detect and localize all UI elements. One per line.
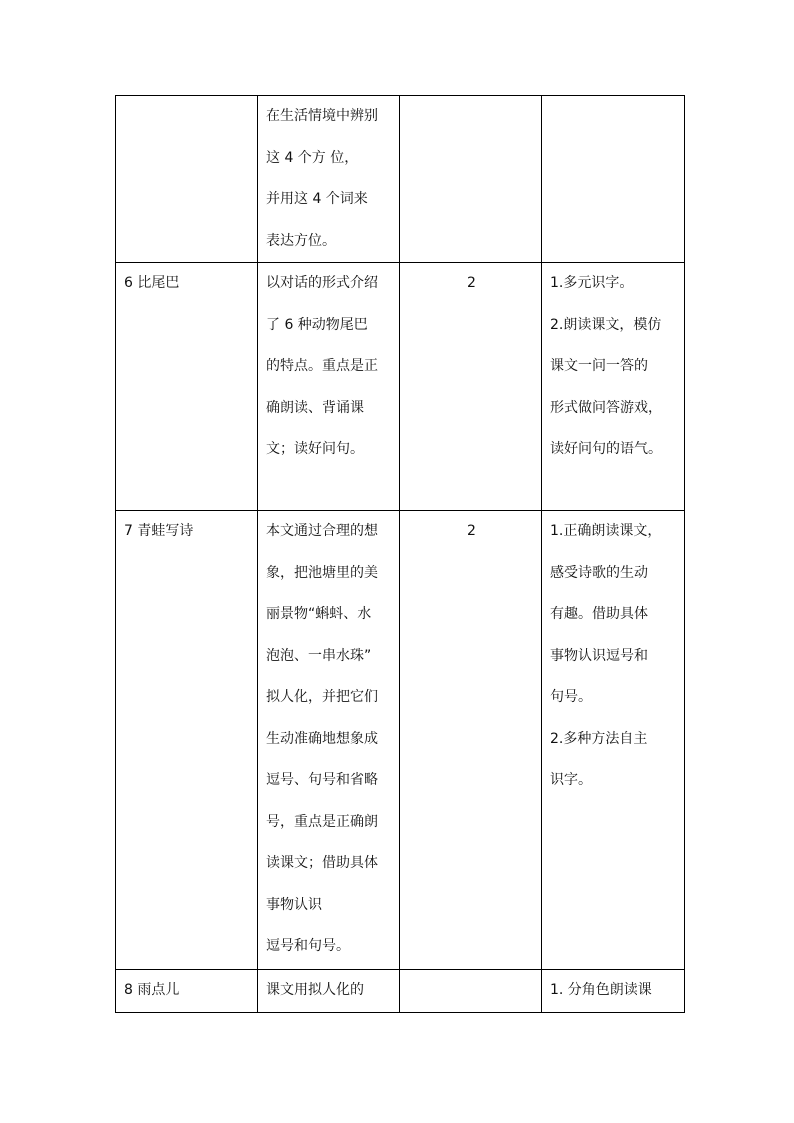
objective-line: 的特点。重点是正: [266, 358, 378, 374]
objective-line: 象，把池塘里的美: [266, 564, 378, 581]
table-row: [116, 970, 685, 1013]
lesson-title-cell: [116, 511, 258, 970]
goal-line: 1.正确朗读课文，: [550, 523, 662, 539]
hours-value: 2: [467, 523, 476, 539]
objective-line: 课文用拟人化的: [266, 982, 364, 998]
objective-cell: [258, 96, 400, 263]
hours-cell: [400, 96, 542, 263]
goal-cell: [542, 970, 685, 1013]
objective-line: 拟人化，并把它们: [266, 689, 378, 705]
goal-line: 形式做问答游戏，: [550, 399, 662, 416]
lesson-title: 6 比尾巴: [124, 275, 180, 291]
goal-line: 有趣。借助具体: [550, 606, 648, 622]
hours-value: 2: [467, 275, 476, 291]
goal-cell: [542, 263, 685, 511]
objective-line: 读课文；借助具体: [266, 855, 378, 871]
objective-line: 丽景物“蝌蚪、水: [266, 606, 372, 622]
table-row: [116, 511, 685, 970]
table-row: [116, 96, 685, 263]
goal-line: 2.多种方法自主: [550, 730, 648, 747]
objective-line: 本文通过合理的想: [266, 523, 378, 539]
objective-line: 这 4 个方 位，: [266, 149, 359, 166]
goal-line: 2.朗读课文，模仿: [550, 316, 662, 333]
lesson-title-cell: [116, 263, 258, 511]
objective-cell: [258, 511, 400, 970]
objective-line: 生动准确地想象成: [266, 730, 378, 747]
objective-line: 确朗读、背诵课: [266, 399, 364, 416]
objective-line: 文；读好问句。: [266, 441, 364, 457]
objective-line: 逗号、句号和省略: [266, 772, 378, 788]
objective-line: 逗号和句号。: [266, 938, 350, 954]
objective-line: 在生活情境中辨别: [266, 108, 378, 124]
hours-cell: [400, 263, 542, 511]
objective-line: 以对话的形式介绍: [266, 275, 378, 291]
goal-cell: [542, 96, 685, 263]
objective-line: 了 6 种动物尾巴: [266, 316, 368, 333]
objective-line: 并用这 4 个词来: [266, 191, 368, 207]
table-row: [116, 263, 685, 511]
objective-line: 事物认识: [266, 896, 322, 913]
goal-line: 事物认识逗号和: [550, 647, 648, 664]
objective-cell: [258, 263, 400, 511]
goal-line: 识字。: [550, 772, 592, 788]
objective-line: 表达方位。: [266, 232, 336, 249]
lesson-title-cell: [116, 96, 258, 263]
hours-cell: [400, 970, 542, 1013]
lesson-title-cell: [116, 970, 258, 1013]
goal-line: 课文一问一答的: [550, 358, 648, 374]
lesson-title: 7 青蛙写诗: [124, 523, 194, 539]
goal-line: 1.多元识字。: [550, 275, 634, 291]
goal-line: 1. 分角色朗读课: [550, 982, 652, 998]
objective-cell: [258, 970, 400, 1013]
goal-cell: [542, 511, 685, 970]
lesson-table: [115, 95, 685, 1013]
objective-line: 号，重点是正确朗: [266, 813, 378, 830]
objective-line: 泡泡、一串水珠”: [266, 647, 372, 664]
goal-line: 感受诗歌的生动: [550, 564, 648, 581]
goal-line: 读好问句的语气。: [550, 441, 662, 457]
lesson-title: 8 雨点儿: [124, 982, 180, 998]
hours-cell: [400, 511, 542, 970]
goal-line: 句号。: [550, 689, 592, 705]
